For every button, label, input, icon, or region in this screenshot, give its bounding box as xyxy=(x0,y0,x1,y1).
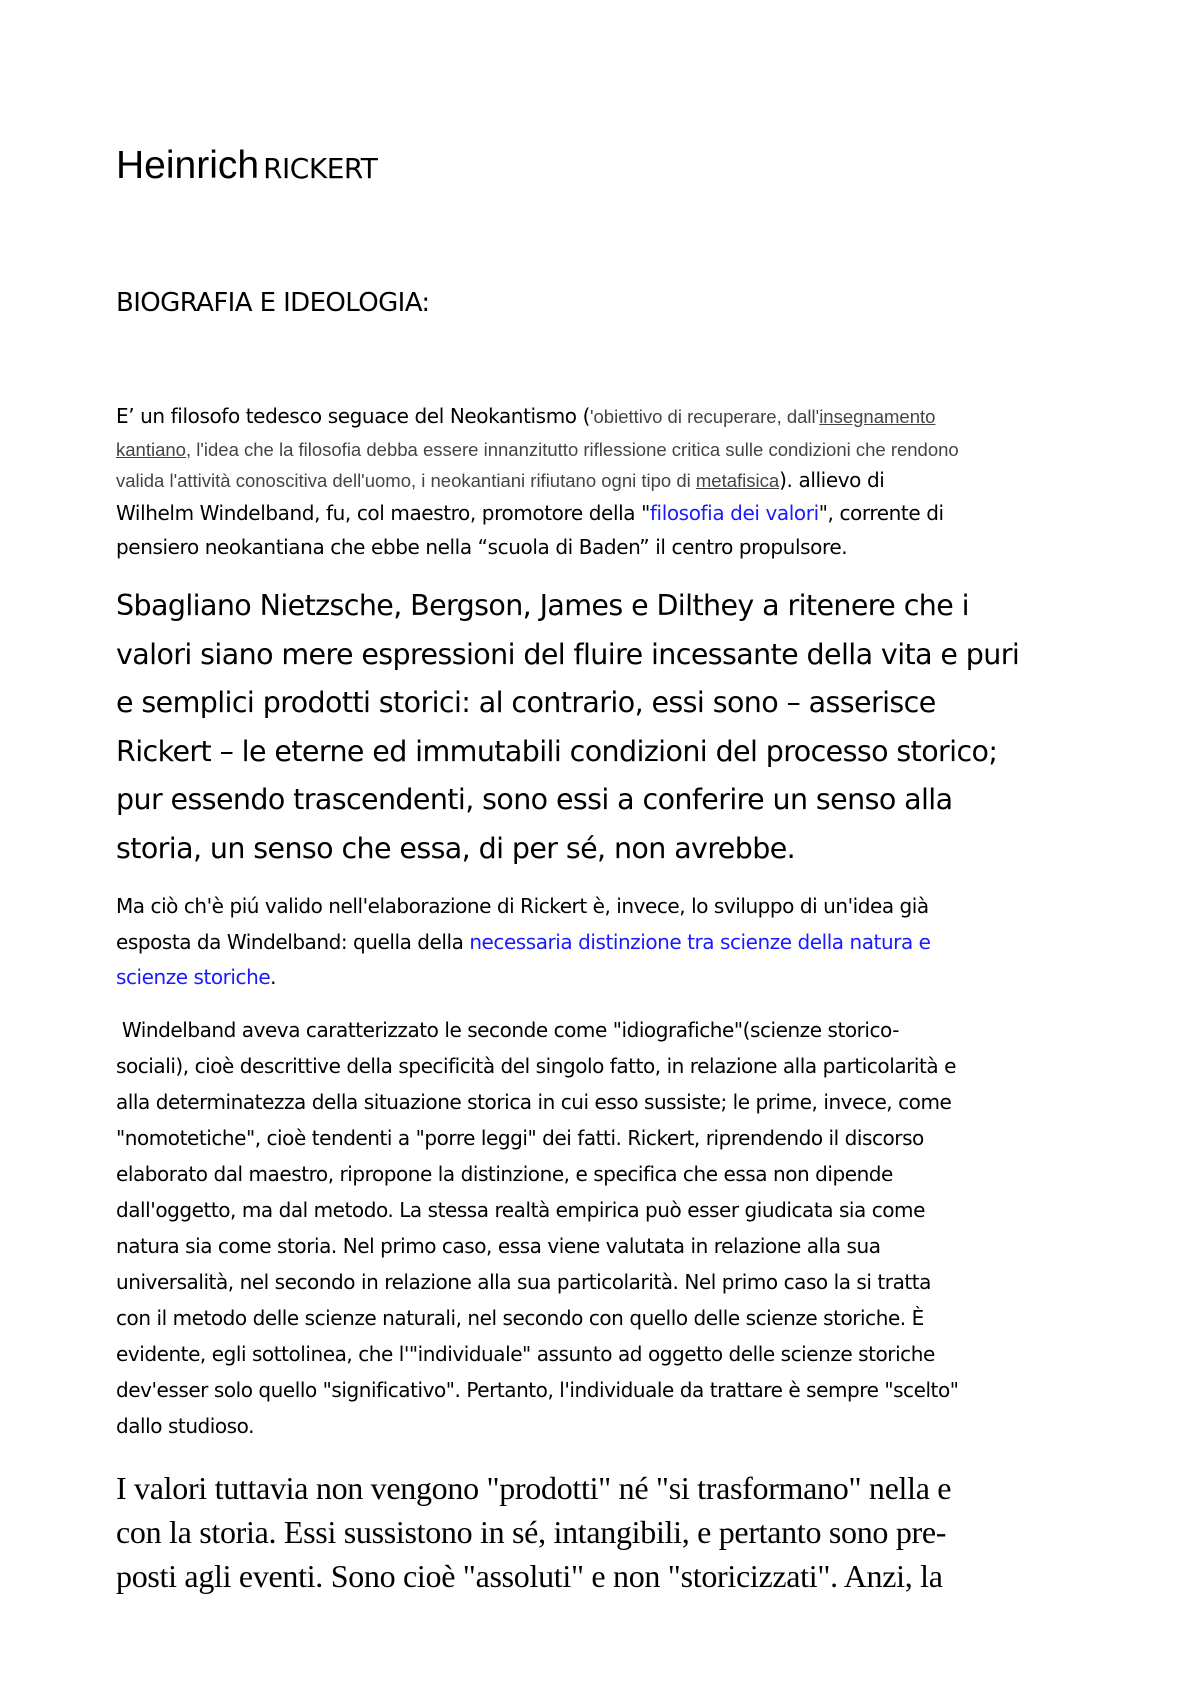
windelband-line: dall'oggetto, ma dal metodo. La stessa realtà empirica può esser giudicata sia come xyxy=(116,1198,925,1222)
distinction-paragraph xyxy=(116,889,1096,996)
absolute-values-paragraph xyxy=(116,1466,1096,1598)
values-line: storia, un senso che essa, di per sé, non avrebbe. xyxy=(116,831,796,865)
windelband-line: sociali), cioè descrittive della specificità del singolo fatto, in relazione alla particolarità e xyxy=(116,1054,956,1078)
intro-after-paren: allievo di xyxy=(792,468,885,492)
windelband-paragraph xyxy=(116,1012,1096,1444)
absolute-values-line: posti agli eventi. Sono cioè "assoluti" e non "storicizzati". Anzi, la xyxy=(116,1558,943,1594)
title-first-name: Heinrich xyxy=(116,144,260,187)
distinction-line2-start: esposta da Windelband: quella della xyxy=(116,929,470,954)
values-line: valori siano mere espressioni del fluire incessante della vita e puri xyxy=(116,637,1020,671)
windelband-line: alla determinatezza della situazione storica in cui esso sussiste; le prime, invece, come xyxy=(116,1090,952,1114)
distinction-link-part2[interactable]: scienze storiche xyxy=(116,965,271,989)
windelband-line: "nomotetiche", cioè tendenti a "porre leggi" dei fatti. Rickert, riprendendo il discorso xyxy=(116,1126,924,1150)
section-heading: BIOGRAFIA E IDEOLOGIA: xyxy=(116,288,430,318)
intro-quote-part2: , l'idea che la filosofia debba essere innanzitutto riflessione critica sulle condizioni che rendono xyxy=(185,439,959,460)
link-kantiano[interactable]: kantiano xyxy=(116,439,186,460)
distinction-line3-end: . xyxy=(270,965,277,989)
distinction-link-part1[interactable]: necessaria distinzione tra scienze della natura e xyxy=(469,929,931,954)
windelband-line: elaborato dal maestro, ripropone la distinzione, e specifica che essa non dipende xyxy=(116,1162,893,1186)
values-line: Rickert – le eterne ed immutabili condizioni del processo storico; xyxy=(116,734,998,768)
values-paragraph xyxy=(116,582,1096,873)
distinction-line1: Ma ciò ch'è piú valido nell'elaborazione di Rickert è, invece, lo sviluppo di un'idea già xyxy=(116,894,929,918)
values-line: pur essendo trascendenti, sono essi a conferire un senso alla xyxy=(116,783,953,816)
windelband-line: dallo studioso. xyxy=(116,1414,254,1438)
windelband-line: universalità, nel secondo in relazione alla sua particolarità. Nel primo caso la si tratta xyxy=(116,1270,931,1294)
intro-quote-part1: 'obiettivo di recuperare, dall' xyxy=(589,406,820,427)
intro-paragraph xyxy=(116,399,1096,564)
absolute-values-line: con la storia. Essi sussistono in sé, intangibili, e pertanto sono pre- xyxy=(116,1514,947,1550)
intro-quote-part3: valida l'attività conoscitiva dell'uomo, i neokantiani rifiutano ogni tipo di xyxy=(116,470,696,491)
title-last-name: RICKERT xyxy=(263,152,378,185)
filosofia-dei-valori-link[interactable]: filosofia dei valori xyxy=(649,501,819,525)
values-line: Sbagliano Nietzsche, Bergson, James e Dilthey a ritenere che i xyxy=(116,589,969,622)
intro-line4: Wilhelm Windelband, fu, col maestro, promotore della " xyxy=(116,501,650,525)
link-metafisica[interactable]: metafisica xyxy=(695,470,780,491)
windelband-line: Windelband aveva caratterizzato le seconde come "idiografiche"(scienze storico- xyxy=(116,1018,899,1042)
values-line: e semplici prodotti storici: al contrario, essi sono – asserisce xyxy=(116,686,936,719)
absolute-values-line: I valori tuttavia non vengono "prodotti" né "si trasformano" nella e xyxy=(116,1470,952,1506)
intro-bold-text: E’ un filosofo tedesco seguace del Neokantismo ( xyxy=(116,404,590,428)
windelband-line: con il metodo delle scienze naturali, nel secondo con quello delle scienze storiche. È xyxy=(116,1306,924,1330)
intro-close-paren: ). xyxy=(779,468,793,492)
link-insegnamento[interactable]: insegnamento xyxy=(819,406,936,427)
windelband-line: dev'esser solo quello "significativo". Pertanto, l'individuale da trattare è sempre "scelto" xyxy=(116,1378,959,1402)
windelband-line: evidente, egli sottolinea, che l'"individuale" assunto ad oggetto delle scienze storiche xyxy=(116,1342,935,1366)
intro-line5: pensiero neokantiana che ebbe nella “scuola di Baden” il centro propulsore. xyxy=(116,535,848,559)
intro-line4-end: ", corrente di xyxy=(818,501,944,525)
document-title xyxy=(116,146,377,185)
windelband-line: natura sia come storia. Nel primo caso, essa viene valutata in relazione alla sua xyxy=(116,1234,881,1258)
